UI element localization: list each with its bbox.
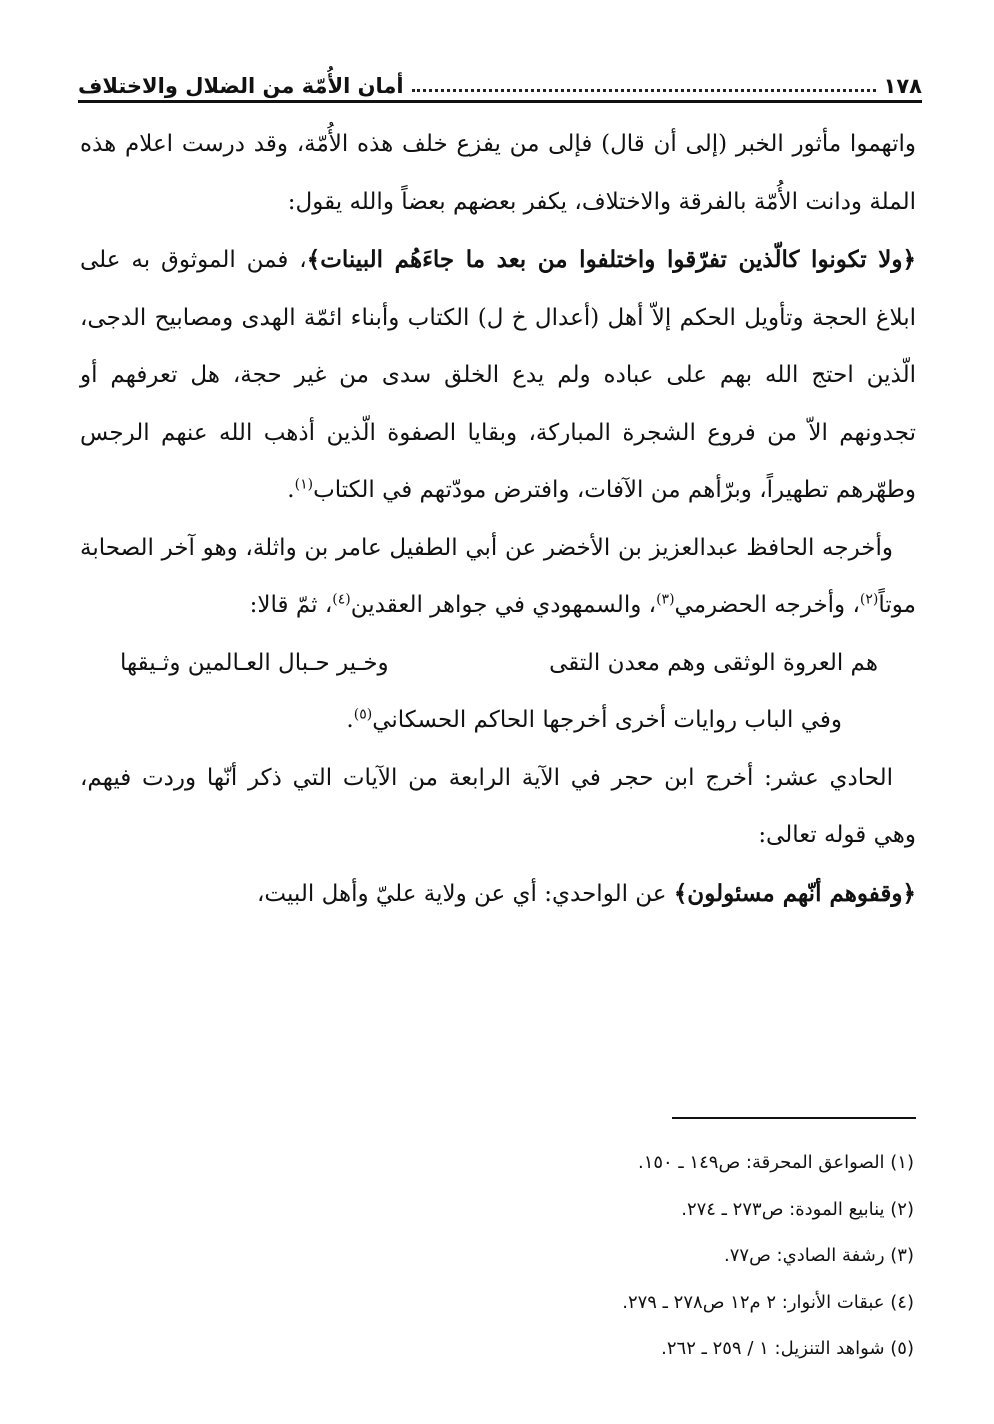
footnote-3: (٣) رشفة الصادي: ص٧٧. xyxy=(723,1245,914,1266)
footnote-ref-3[interactable]: (٣) xyxy=(656,591,675,608)
paragraph-3-text-a: وأخرجه الحافظ عبدالعزيز بن الأخضر عن أبي الطفيل عامر بن واثلة، وهو آخر الصحابة موتاً xyxy=(80,534,916,618)
paragraph-6 xyxy=(80,865,916,924)
header-dot-leader xyxy=(412,88,876,92)
paragraph-3 xyxy=(80,520,916,635)
paragraph-2-end: . xyxy=(287,477,295,503)
running-title: أمان الأُمّة من الضلال والاختلاف xyxy=(78,74,404,98)
footnote-separator xyxy=(672,1117,916,1119)
header-rule xyxy=(78,100,922,103)
poem-verse xyxy=(80,635,916,693)
poem-hemistich-right: هم العروة الوثقى وهم معدن التقى xyxy=(549,649,878,676)
paragraph-5-text: الحادي عشر: أخرج ابن حجر في الآية الرابعة من الآيات التي ذكر أنّها وردت فيهم، وهي قوله تعالى: xyxy=(80,764,916,848)
footnote-ref-5[interactable]: (٥) xyxy=(353,706,373,723)
paragraph-3-text-d: ، ثمّ قالا: xyxy=(249,592,333,618)
paragraph-5 xyxy=(80,750,916,865)
body-text xyxy=(80,116,916,923)
paragraph-4-text: وفي الباب روايات أخرى أخرجها الحاكم الحسكاني xyxy=(372,707,842,733)
footnotes xyxy=(80,1140,914,1373)
quran-verse-1: ﴿ولا تكونوا كالّذين تفرّقوا واختلفوا من بعد ما جاءَهُم البينات﴾ xyxy=(306,246,916,273)
paragraph-4-end: . xyxy=(346,707,354,733)
paragraph-2-text: ، فمن الموثوق به على ابلاغ الحجة وتأويل الحكم إلاّ أهل (أعدال خ ل) الكتاب وأبناء ائمّة الهدى ومصابيح الدجى، الّذين احتج الله بهم على عباده ولم يدع الخلق سدى من غير حجة، هل تعرفهم أو تجدونهم الاّ من فروع الشجرة المباركة، وبقايا الصفوة الّذين أذهب الله عنهم الرجس وطهّرهم تطهيراً، وبرّأهم من الآفات، وافترض مودّتهم في الكتاب xyxy=(80,247,916,503)
footnote-ref-1[interactable]: (١) xyxy=(294,476,314,493)
footnote-ref-4[interactable]: (٤) xyxy=(332,591,351,608)
page-number: ١٧٨ xyxy=(883,74,922,98)
footnote-4: (٤) عبقات الأنوار: ٢ م١٢ ص٢٧٨ ـ ٢٧٩. xyxy=(622,1291,914,1313)
footnote-5: (٥) شواهد التنزيل: ١ / ٢٥٩ ـ ٢٦٢. xyxy=(661,1338,914,1359)
paragraph-4 xyxy=(80,692,916,750)
footnote-1: (١) الصواعق المحرقة: ص١٤٩ ـ ١٥٠. xyxy=(637,1152,914,1173)
paragraph-3-text-b: ، وأخرجه الحضرمي xyxy=(674,592,860,618)
paragraph-2 xyxy=(80,231,916,520)
paragraph-1 xyxy=(80,116,916,231)
quran-verse-2: ﴿وقفوهم أنّهم مسئولون﴾ xyxy=(673,879,916,907)
page-header xyxy=(78,56,922,98)
paragraph-6-text: عن الواحدي: أي عن ولاية عليّ وأهل البيت، xyxy=(256,880,674,907)
paragraph-3-text-c: ، والسمهودي في جواهر العقدين xyxy=(350,592,657,618)
footnote-ref-2[interactable]: (٢) xyxy=(859,591,879,608)
footnote-2: (٢) ينابيع المودة: ص٢٧٣ ـ ٢٧٤. xyxy=(681,1198,914,1220)
poem-hemistich-left: وخـير حـبال العـالمين وثـيقها xyxy=(120,649,389,676)
paragraph-1-text: واتهموا مأثور الخبر (إلى أن قال) فإلى من يفزع خلف هذه الأُمّة، وقد درست اعلام هذه الملة ودانت الأُمّة بالفرقة والاختلاف، يكفر بعضهم بعضاً والله يقول: xyxy=(80,131,916,215)
